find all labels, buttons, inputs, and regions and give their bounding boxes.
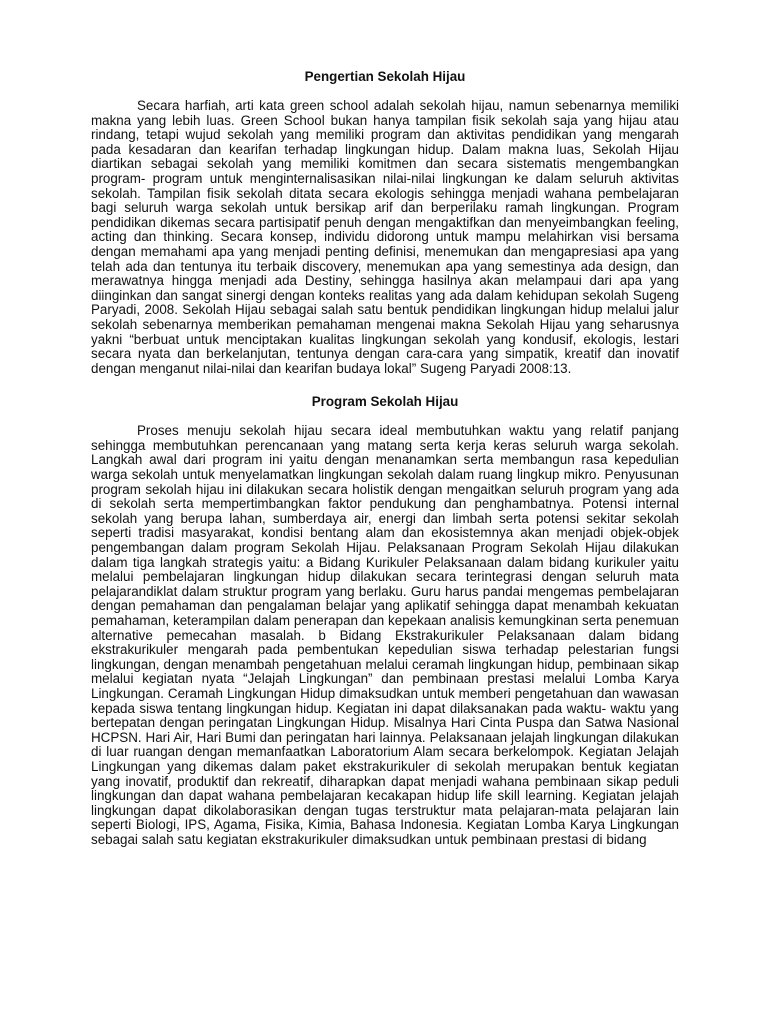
section-heading-pengertian: Pengertian Sekolah Hijau — [304, 69, 466, 84]
section-paragraph-pengertian: Secara harfiah, arti kata green school adalah sekolah hijau, namun sebenarnya memiliki makna yang lebih luas. Green School bukan hanya tampilan fisik sekolah saja yang hijau atau rindang, tetapi wujud sekolah yang memiliki program dan aktivitas pendidikan yang mengarah pada kesadaran dan kearifan terhadap lingkungan hidup. Dalam makna luas, Sekolah Hijau diartikan sebagai sekolah yang memiliki komitmen dan secara sistematis mengembangkan program- program untuk menginternalisasikan nilai-nilai lingkungan ke dalam seluruh aktivitas sekolah. Tampilan fisik sekolah ditata secara ekologis sehingga menjadi wahana pembelajaran bagi seluruh warga sekolah untuk bersikap arif dan berperilaku ramah lingkungan. Program pendidikan dikemas secara partisipatif penuh dengan mengaktifkan dan menyeimbangkan feeling, acting dan thinking. Secara konsep, individu didorong untuk mampu melahirkan visi bersama dengan memahami apa yang menjadi penting definisi, menemukan dan mengapresiasi apa yang telah ada dan tentunya itu terbaik discovery, menemukan apa yang semestinya ada design, dan merawatnya hingga menjadi ada Destiny, sehingga hasilnya akan melampaui dari apa yang diinginkan dan sangat sinergi dengan konteks realitas yang ada dalam kehidupan sekolah Sugeng Paryadi, 2008. Sekolah Hijau sebagai salah satu bentuk pendidikan lingkungan hidup melalui jalur sekolah sebenarnya memberikan pemahaman mengenai makna Sekolah Hijau yang seharusnya yakni “berbuat untuk menciptakan kualitas lingkungan sekolah yang kondusif, ekologis, lestari secara nyata dan berkelanjutan, tentunya dengan cara-cara yang simpatik, kreatif dan inovatif dengan menganut nilai-nilai dan kearifan budaya lokal” Sugeng Paryadi 2008:13. — [91, 98, 679, 376]
section-paragraph-program: Proses menuju sekolah hijau secara ideal membutuhkan waktu yang relatif panjang sehingga membutuhkan perencanaan yang matang serta kerja keras seluruh warga sekolah. Langkah awal dari program ini yaitu dengan menanamkan serta membangun rasa kepedulian warga sekolah untuk menyelamatkan lingkungan sekolah dalam ruang lingkup mikro. Penyusunan program sekolah hijau ini dilakukan secara holistik dengan mengaitkan seluruh program yang ada di sekolah serta mempertimbangkan faktor pendukung dan penghambatnya. Potensi internal sekolah yang berupa lahan, sumberdaya air, energi dan limbah serta potensi sekitar sekolah seperti tradisi masyarakat, kondisi bentang alam dan ekosistemnya akan menjadi objek-objek pengembangan dalam program Sekolah Hijau. Pelaksanaan Program Sekolah Hijau dilakukan dalam tiga langkah strategis yaitu: a Bidang Kurikuler Pelaksanaan dalam bidang kurikuler yaitu melalui pembelajaran lingkungan hidup dilakukan secara terintegrasi dengan seluruh mata pelajarandiklat dalam struktur program yang berlaku. Guru harus pandai mengemas pembelajaran dengan pemahaman dan pengalaman belajar yang aplikatif sehingga dapat menambah kekuatan pemahaman, keterampilan dalam penerapan dan kepekaan analisis kemungkinan serta penemuan alternative pemecahan masalah. b Bidang Ekstrakurikuler Pelaksanaan dalam bidang ekstrakurikuler mengarah pada pembentukan kepedulian siswa terhadap pelestarian fungsi lingkungan, dengan menambah pengetahuan melalui ceramah lingkungan hidup, pembinaan sikap melalui kegiatan nyata “Jelajah Lingkungan” dan pembinaan prestasi melalui Lomba Karya Lingkungan. Ceramah Lingkungan Hidup dimaksudkan untuk memberi pengetahuan dan wawasan kepada siswa tentang lingkungan hidup. Kegiatan ini dapat dilaksanakan pada waktu- waktu yang bertepatan dengan peringatan Lingkungan Hidup. Misalnya Hari Cinta Puspa dan Satwa Nasional HCPSN. Hari Air, Hari Bumi dan peringatan hari lainnya. Pelaksanaan jelajah lingkungan dilakukan di luar ruangan dengan memanfaatkan Laboratorium Alam secara berkelompok. Kegiatan Jelajah Lingkungan yang dikemas dalam paket ekstrakurikuler di sekolah merupakan bentuk kegiatan yang inovatif, produktif dan rekreatif, diharapkan dapat menjadi wahana pembinaan sikap peduli lingkungan dan dapat wahana pembelajaran kecakapan hidup life skill learning. Kegiatan jelajah lingkungan dapat dikolaborasikan dengan tugas terstruktur mata pelajaran-mata pelajaran lain seperti Biologi, IPS, Agama, Fisika, Kimia, Bahasa Indonesia. Kegiatan Lomba Karya Lingkungan sebagai salah satu kegiatan ekstrakurikuler dimaksudkan untuk pembinaan prestasi di bidang — [91, 423, 679, 847]
section-heading-program: Program Sekolah Hijau — [311, 394, 459, 410]
